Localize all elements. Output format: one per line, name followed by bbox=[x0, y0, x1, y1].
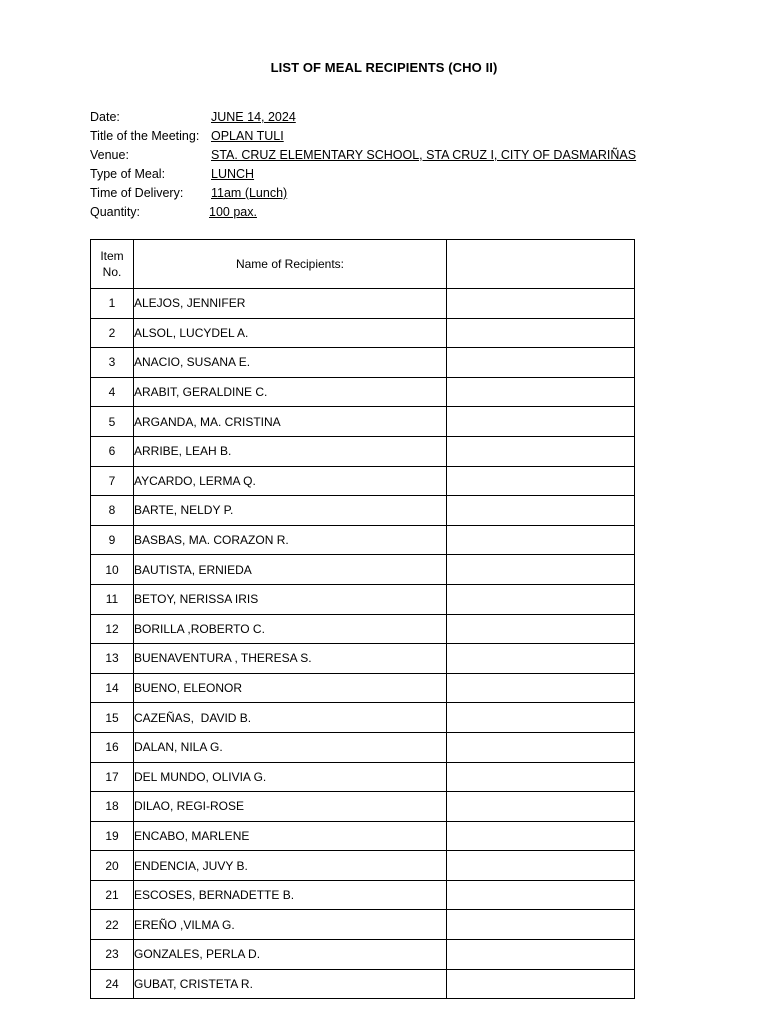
item-number-cell: 3 bbox=[91, 348, 134, 378]
recipient-name-cell: GUBAT, CRISTETA R. bbox=[134, 969, 447, 999]
table-row bbox=[91, 584, 635, 614]
table-row bbox=[91, 851, 635, 881]
blank-cell bbox=[447, 318, 635, 348]
item-number-cell: 17 bbox=[91, 762, 134, 792]
recipient-name-cell: GONZALES, PERLA D. bbox=[134, 940, 447, 970]
item-number-cell: 10 bbox=[91, 555, 134, 585]
blank-cell bbox=[447, 377, 635, 407]
item-no-header bbox=[91, 240, 134, 289]
blank-cell bbox=[447, 851, 635, 881]
item-number-cell: 14 bbox=[91, 673, 134, 703]
item-number-cell: 13 bbox=[91, 644, 134, 674]
recipient-name-cell: EREÑO ,VILMA G. bbox=[134, 910, 447, 940]
table-row bbox=[91, 289, 635, 319]
recipients-table bbox=[90, 239, 635, 999]
item-number-cell: 11 bbox=[91, 584, 134, 614]
recipient-name-cell: ESCOSES, BERNADETTE B. bbox=[134, 880, 447, 910]
table-row bbox=[91, 940, 635, 970]
quantity-label: Quantity: bbox=[90, 205, 141, 219]
table-row bbox=[91, 348, 635, 378]
table-row bbox=[91, 644, 635, 674]
item-number-cell: 22 bbox=[91, 910, 134, 940]
recipient-name-cell: BARTE, NELDY P. bbox=[134, 496, 447, 526]
item-number-cell: 23 bbox=[91, 940, 134, 970]
item-number-cell: 18 bbox=[91, 792, 134, 822]
item-number-cell: 6 bbox=[91, 436, 134, 466]
table-row bbox=[91, 792, 635, 822]
recipient-name-header: Name of Recipients: bbox=[134, 240, 447, 289]
table-row bbox=[91, 407, 635, 437]
blank-cell bbox=[447, 732, 635, 762]
table-header-row bbox=[91, 240, 635, 289]
blank-cell bbox=[447, 496, 635, 526]
recipient-name-cell: ARABIT, GERALDINE C. bbox=[134, 377, 447, 407]
blank-cell bbox=[447, 348, 635, 378]
recipient-name-cell: BETOY, NERISSA IRIS bbox=[134, 584, 447, 614]
item-number-cell: 7 bbox=[91, 466, 134, 496]
document-title: LIST OF MEAL RECIPIENTS (CHO II) bbox=[270, 60, 498, 75]
blank-cell bbox=[447, 614, 635, 644]
blank-cell bbox=[447, 436, 635, 466]
venue-label: Venue: bbox=[90, 148, 129, 162]
recipient-name-cell: ARGANDA, MA. CRISTINA bbox=[134, 407, 447, 437]
recipient-name-cell: ENDENCIA, JUVY B. bbox=[134, 851, 447, 881]
recipient-name-cell: BUENAVENTURA , THERESA S. bbox=[134, 644, 447, 674]
recipient-name-cell: CAZEÑAS, DAVID B. bbox=[134, 703, 447, 733]
item-number-cell: 20 bbox=[91, 851, 134, 881]
table-row bbox=[91, 821, 635, 851]
recipient-name-cell: BORILLA ,ROBERTO C. bbox=[134, 614, 447, 644]
recipient-name-cell: AYCARDO, LERMA Q. bbox=[134, 466, 447, 496]
recipient-name-cell: ALSOL, LUCYDEL A. bbox=[134, 318, 447, 348]
blank-cell bbox=[447, 673, 635, 703]
recipient-name-cell: ARRIBE, LEAH B. bbox=[134, 436, 447, 466]
recipient-name-cell: DALAN, NILA G. bbox=[134, 732, 447, 762]
blank-cell bbox=[447, 969, 635, 999]
recipient-name-cell: BASBAS, MA. CORAZON R. bbox=[134, 525, 447, 555]
meeting-title-label: Title of the Meeting: bbox=[90, 129, 200, 143]
meal-type-value: LUNCH bbox=[211, 167, 255, 181]
meeting-title-value: OPLAN TULI bbox=[211, 129, 284, 143]
blank-cell bbox=[447, 792, 635, 822]
item-no-header-line1: Item bbox=[100, 249, 124, 263]
table-row bbox=[91, 732, 635, 762]
table-row bbox=[91, 880, 635, 910]
table-row bbox=[91, 466, 635, 496]
table-row bbox=[91, 318, 635, 348]
item-number-cell: 5 bbox=[91, 407, 134, 437]
table-row bbox=[91, 673, 635, 703]
item-number-cell: 1 bbox=[91, 289, 134, 319]
blank-cell bbox=[447, 289, 635, 319]
recipient-name-cell: DEL MUNDO, OLIVIA G. bbox=[134, 762, 447, 792]
recipient-name-cell: BUENO, ELEONOR bbox=[134, 673, 447, 703]
blank-cell bbox=[447, 880, 635, 910]
item-number-cell: 24 bbox=[91, 969, 134, 999]
blank-cell bbox=[447, 762, 635, 792]
item-number-cell: 2 bbox=[91, 318, 134, 348]
venue-value: STA. CRUZ ELEMENTARY SCHOOL, STA CRUZ I, CITY OF DASMARIÑAS bbox=[211, 148, 637, 162]
date-value: JUNE 14, 2024 bbox=[211, 110, 296, 124]
item-number-cell: 16 bbox=[91, 732, 134, 762]
item-number-cell: 19 bbox=[91, 821, 134, 851]
blank-cell bbox=[447, 940, 635, 970]
date-label: Date: bbox=[90, 110, 120, 124]
table-row bbox=[91, 614, 635, 644]
table-row bbox=[91, 525, 635, 555]
blank-column-header bbox=[447, 240, 635, 289]
table-row bbox=[91, 703, 635, 733]
blank-cell bbox=[447, 584, 635, 614]
recipient-name-cell: DILAO, REGI-ROSE bbox=[134, 792, 447, 822]
recipient-rows bbox=[91, 289, 635, 999]
item-number-cell: 8 bbox=[91, 496, 134, 526]
table-row bbox=[91, 496, 635, 526]
item-number-cell: 9 bbox=[91, 525, 134, 555]
meal-type-label: Type of Meal: bbox=[90, 167, 166, 181]
blank-cell bbox=[447, 703, 635, 733]
item-no-header-line2: No. bbox=[102, 265, 122, 279]
blank-cell bbox=[447, 910, 635, 940]
item-number-cell: 4 bbox=[91, 377, 134, 407]
table-row bbox=[91, 555, 635, 585]
table-row bbox=[91, 377, 635, 407]
item-number-cell: 15 bbox=[91, 703, 134, 733]
table-row bbox=[91, 436, 635, 466]
blank-cell bbox=[447, 821, 635, 851]
item-number-cell: 12 bbox=[91, 614, 134, 644]
blank-cell bbox=[447, 466, 635, 496]
recipient-name-cell: ANACIO, SUSANA E. bbox=[134, 348, 447, 378]
blank-cell bbox=[447, 525, 635, 555]
recipient-name-cell: BAUTISTA, ERNIEDA bbox=[134, 555, 447, 585]
blank-cell bbox=[447, 555, 635, 585]
table-row bbox=[91, 762, 635, 792]
delivery-time-value: 11am (Lunch) bbox=[211, 186, 288, 200]
blank-cell bbox=[447, 644, 635, 674]
table-row bbox=[91, 910, 635, 940]
delivery-time-label: Time of Delivery: bbox=[90, 186, 184, 200]
table-row bbox=[91, 969, 635, 999]
recipient-name-cell: ENCABO, MARLENE bbox=[134, 821, 447, 851]
item-number-cell: 21 bbox=[91, 880, 134, 910]
blank-cell bbox=[447, 407, 635, 437]
recipient-name-cell: ALEJOS, JENNIFER bbox=[134, 289, 447, 319]
quantity-value: 100 pax. bbox=[209, 205, 257, 219]
